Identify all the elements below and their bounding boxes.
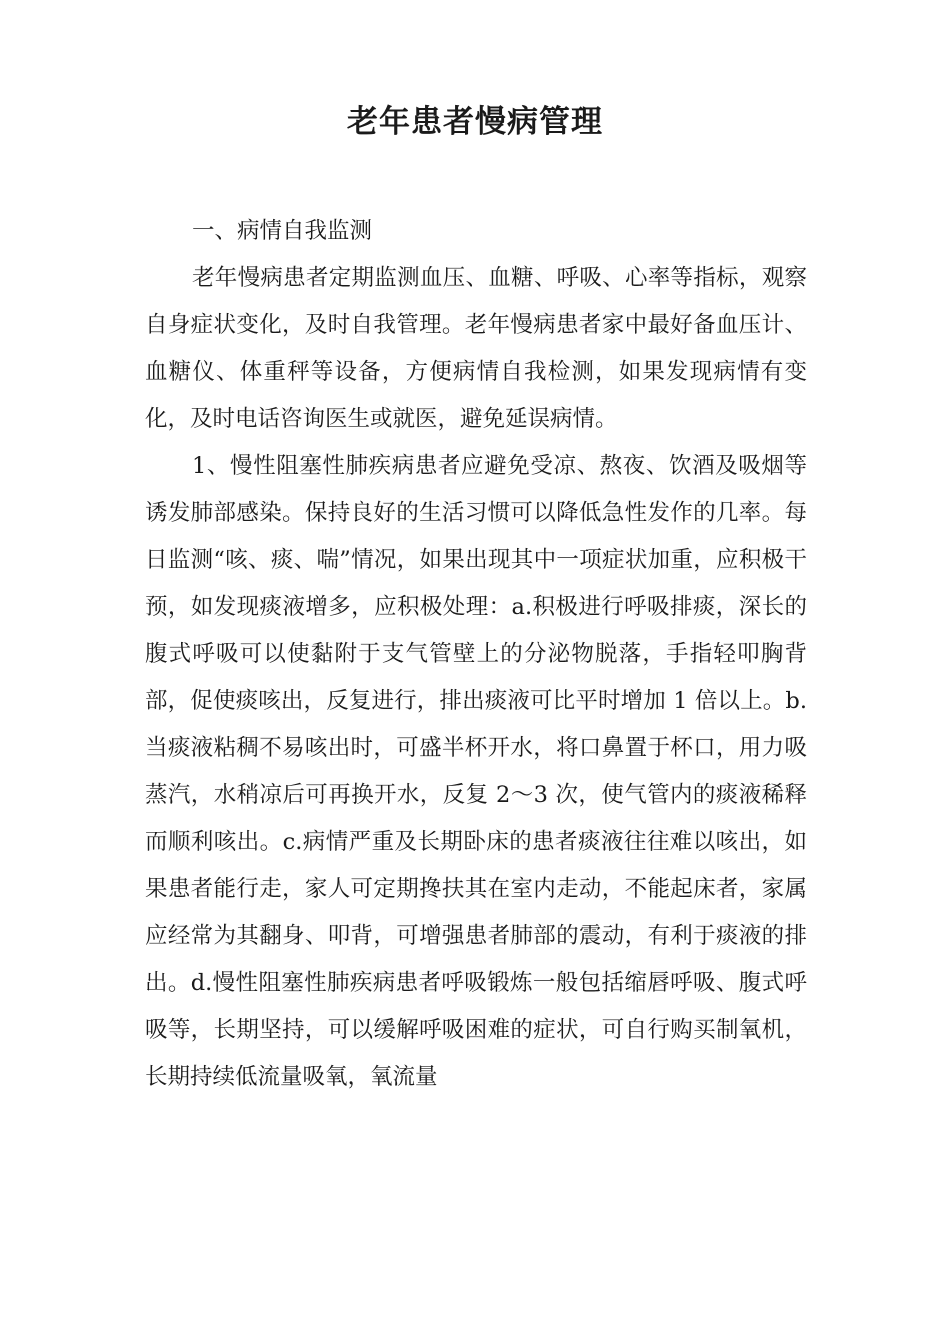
document-title: 老年患者慢病管理 <box>347 104 603 140</box>
section-heading: 一、病情自我监测 <box>192 218 373 244</box>
document-body <box>145 208 807 1101</box>
paragraph: 老年慢病患者定期监测血压、血糖、呼吸、心率等指标，观察自身症状变化，及时自我管理。老年慢病患者家中最好备血压计、血糖仪、体重秤等设备，方便病情自我检测，如果发现病情有变化，及时电话咨询医生或就医，避免延误病情。 <box>145 265 807 432</box>
paragraph: 1、慢性阻塞性肺疾病患者应避免受凉、熬夜、饮酒及吸烟等诱发肺部感染。保持良好的生活习惯可以降低急性发作的几率。每日监测“咳、痰、喘”情况，如果出现其中一项症状加重，应积极干预，如发现痰液增多，应积极处理：a.积极进行呼吸排痰，深长的腹式呼吸可以使黏附于支气管壁上的分泌物脱落，手指轻叩胸背部，促使痰咳出，反复进行，排出痰液可比平时增加 1 倍以上。b.当痰液粘稠不易咳出时，可盛半杯开水，将口鼻置于杯口，用力吸蒸汽，水稍凉后可再换开水，反复 2～3 次，使气管内的痰液稀释而顺利咳出。c.病情严重及长期卧床的患者痰液往往难以咳出，如果患者能行走，家人可定期搀扶其在室内走动，不能起床者，家属应经常为其翻身、叩背，可增强患者肺部的震动，有利于痰液的排出。d.慢性阻塞性肺疾病患者呼吸锻炼一般包括缩唇呼吸、腹式呼吸等，长期坚持，可以缓解呼吸困难的症状，可自行购买制氧机，长期持续低流量吸氧，氧流量 <box>145 453 807 1090</box>
